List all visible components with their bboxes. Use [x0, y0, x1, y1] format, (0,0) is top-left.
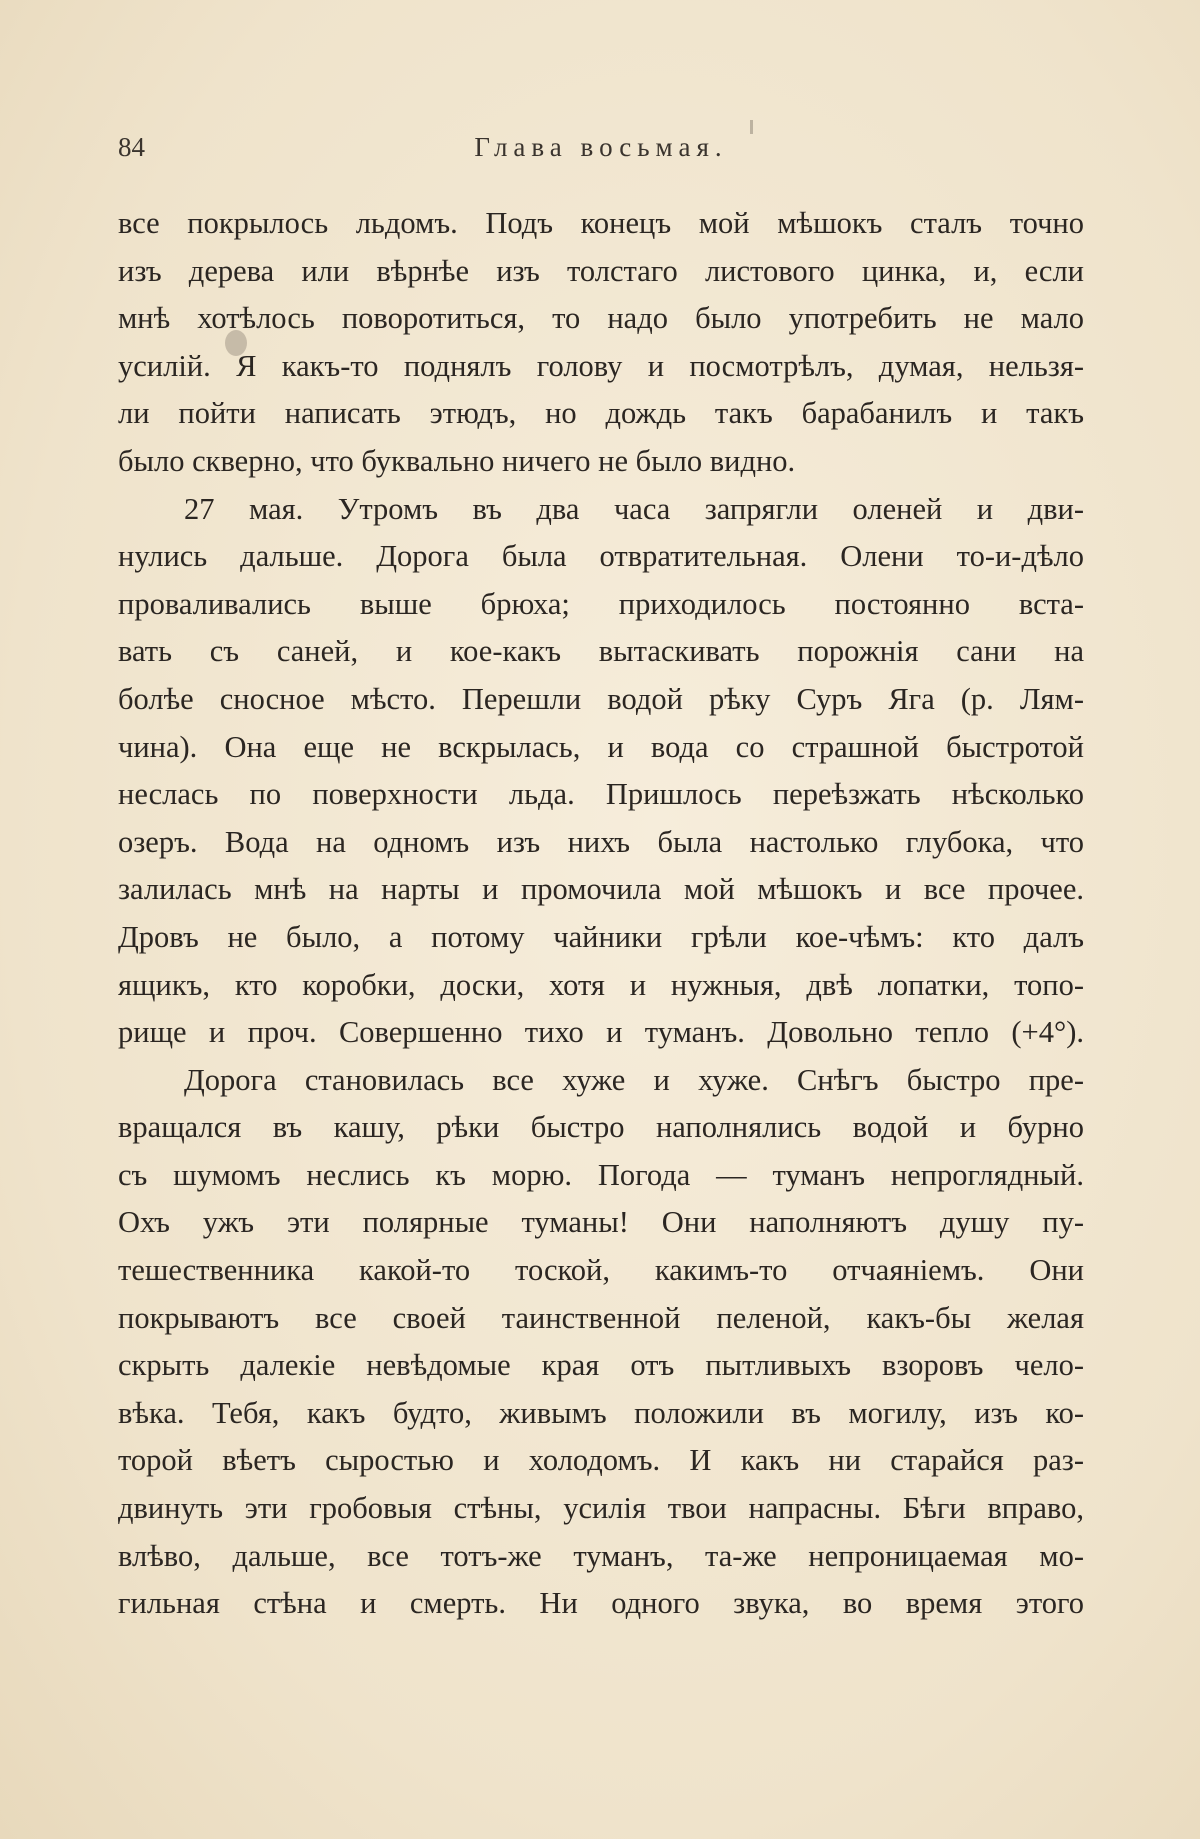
text-line: рище и проч. Совершенно тихо и туманъ. Довольно тепло (+4°).: [118, 1015, 1084, 1050]
text-line: покрываютъ все своей таинственной пеленой, какъ-бы желая: [118, 1300, 1084, 1335]
text-line: изъ дерева или вѣрнѣе изъ толстаго листового цинка, и, если: [118, 253, 1084, 288]
text-line: гильная стѣна и смерть. Ни одного звука, во время этого: [118, 1586, 1084, 1621]
text-line: вѣка. Тебя, какъ будто, живымъ положили въ могилу, изъ ко-: [118, 1395, 1084, 1430]
text-line: чина). Она еще не вскрылась, и вода со страшной быстротой: [118, 729, 1084, 764]
text-line: торой вѣетъ сыростью и холодомъ. И какъ ни старайся раз-: [118, 1443, 1084, 1478]
text-line: влѣво, дальше, все тотъ-же туманъ, та-же непроницаемая мо-: [118, 1538, 1084, 1573]
text-line: болѣе сносное мѣсто. Перешли водой рѣку Суръ Яга (р. Лям-: [118, 681, 1084, 716]
text-line: было скверно, что буквально ничего не было видно.: [118, 443, 796, 478]
running-title: Глава восьмая.: [474, 132, 728, 162]
text-line: вращался въ кашу, рѣки быстро наполнялись водой и бурно: [118, 1110, 1084, 1145]
text-line: тешественника какой-то тоской, какимъ-то отчаяніемъ. Они: [118, 1253, 1084, 1288]
text-line: все покрылось льдомъ. Подъ конецъ мой мѣшокъ сталъ точно: [118, 206, 1084, 240]
text-line: ящикъ, кто коробки, доски, хотя и нужныя, двѣ лопатки, топо-: [118, 967, 1084, 1002]
text-line: проваливались выше брюха; приходилось постоянно вста-: [118, 586, 1084, 621]
text-line: залилась мнѣ на нарты и промочила мой мѣшокъ и все прочее.: [118, 872, 1084, 907]
text-line: Дорога становилась все хуже и хуже. Снѣгъ быстро пре-: [184, 1062, 1084, 1097]
body-text: [118, 200, 1084, 1628]
text-line: усилій. Я какъ-то поднялъ голову и посмотрѣлъ, думая, нельзя-: [118, 348, 1084, 383]
text-line: ли пойти написать этюдъ, но дождь такъ барабанилъ и такъ: [118, 396, 1084, 431]
text-line: скрыть далекіе невѣдомые края отъ пытливыхъ взоровъ чело-: [118, 1348, 1084, 1383]
text-line: озеръ. Вода на одномъ изъ нихъ была настолько глубока, что: [118, 824, 1084, 859]
text-line: мнѣ хотѣлось поворотиться, то надо было употребить не мало: [118, 301, 1084, 336]
page-number: 84: [118, 132, 145, 162]
text-line: Дровъ не было, а потому чайники грѣли кое-чѣмъ: кто далъ: [118, 919, 1084, 954]
text-line: вать съ саней, и кое-какъ вытаскивать порожнія сани на: [118, 634, 1084, 669]
text-line: Охъ ужъ эти полярные туманы! Они наполняютъ душу пу-: [118, 1205, 1084, 1240]
text-line: съ шумомъ неслись къ морю. Погода — туманъ непроглядный.: [118, 1157, 1084, 1192]
text-line: 27 мая. Утромъ въ два часа запрягли оленей и дви-: [184, 491, 1084, 526]
text-line: двинуть эти гробовыя стѣны, усилія твои напрасны. Бѣги вправо,: [118, 1491, 1084, 1526]
page-header: [118, 132, 1084, 172]
text-line: нулись дальше. Дорога была отвратительная. Олени то-и-дѣло: [118, 539, 1084, 574]
text-line: неслась по поверхности льда. Пришлось переѣзжать нѣсколько: [118, 777, 1084, 812]
